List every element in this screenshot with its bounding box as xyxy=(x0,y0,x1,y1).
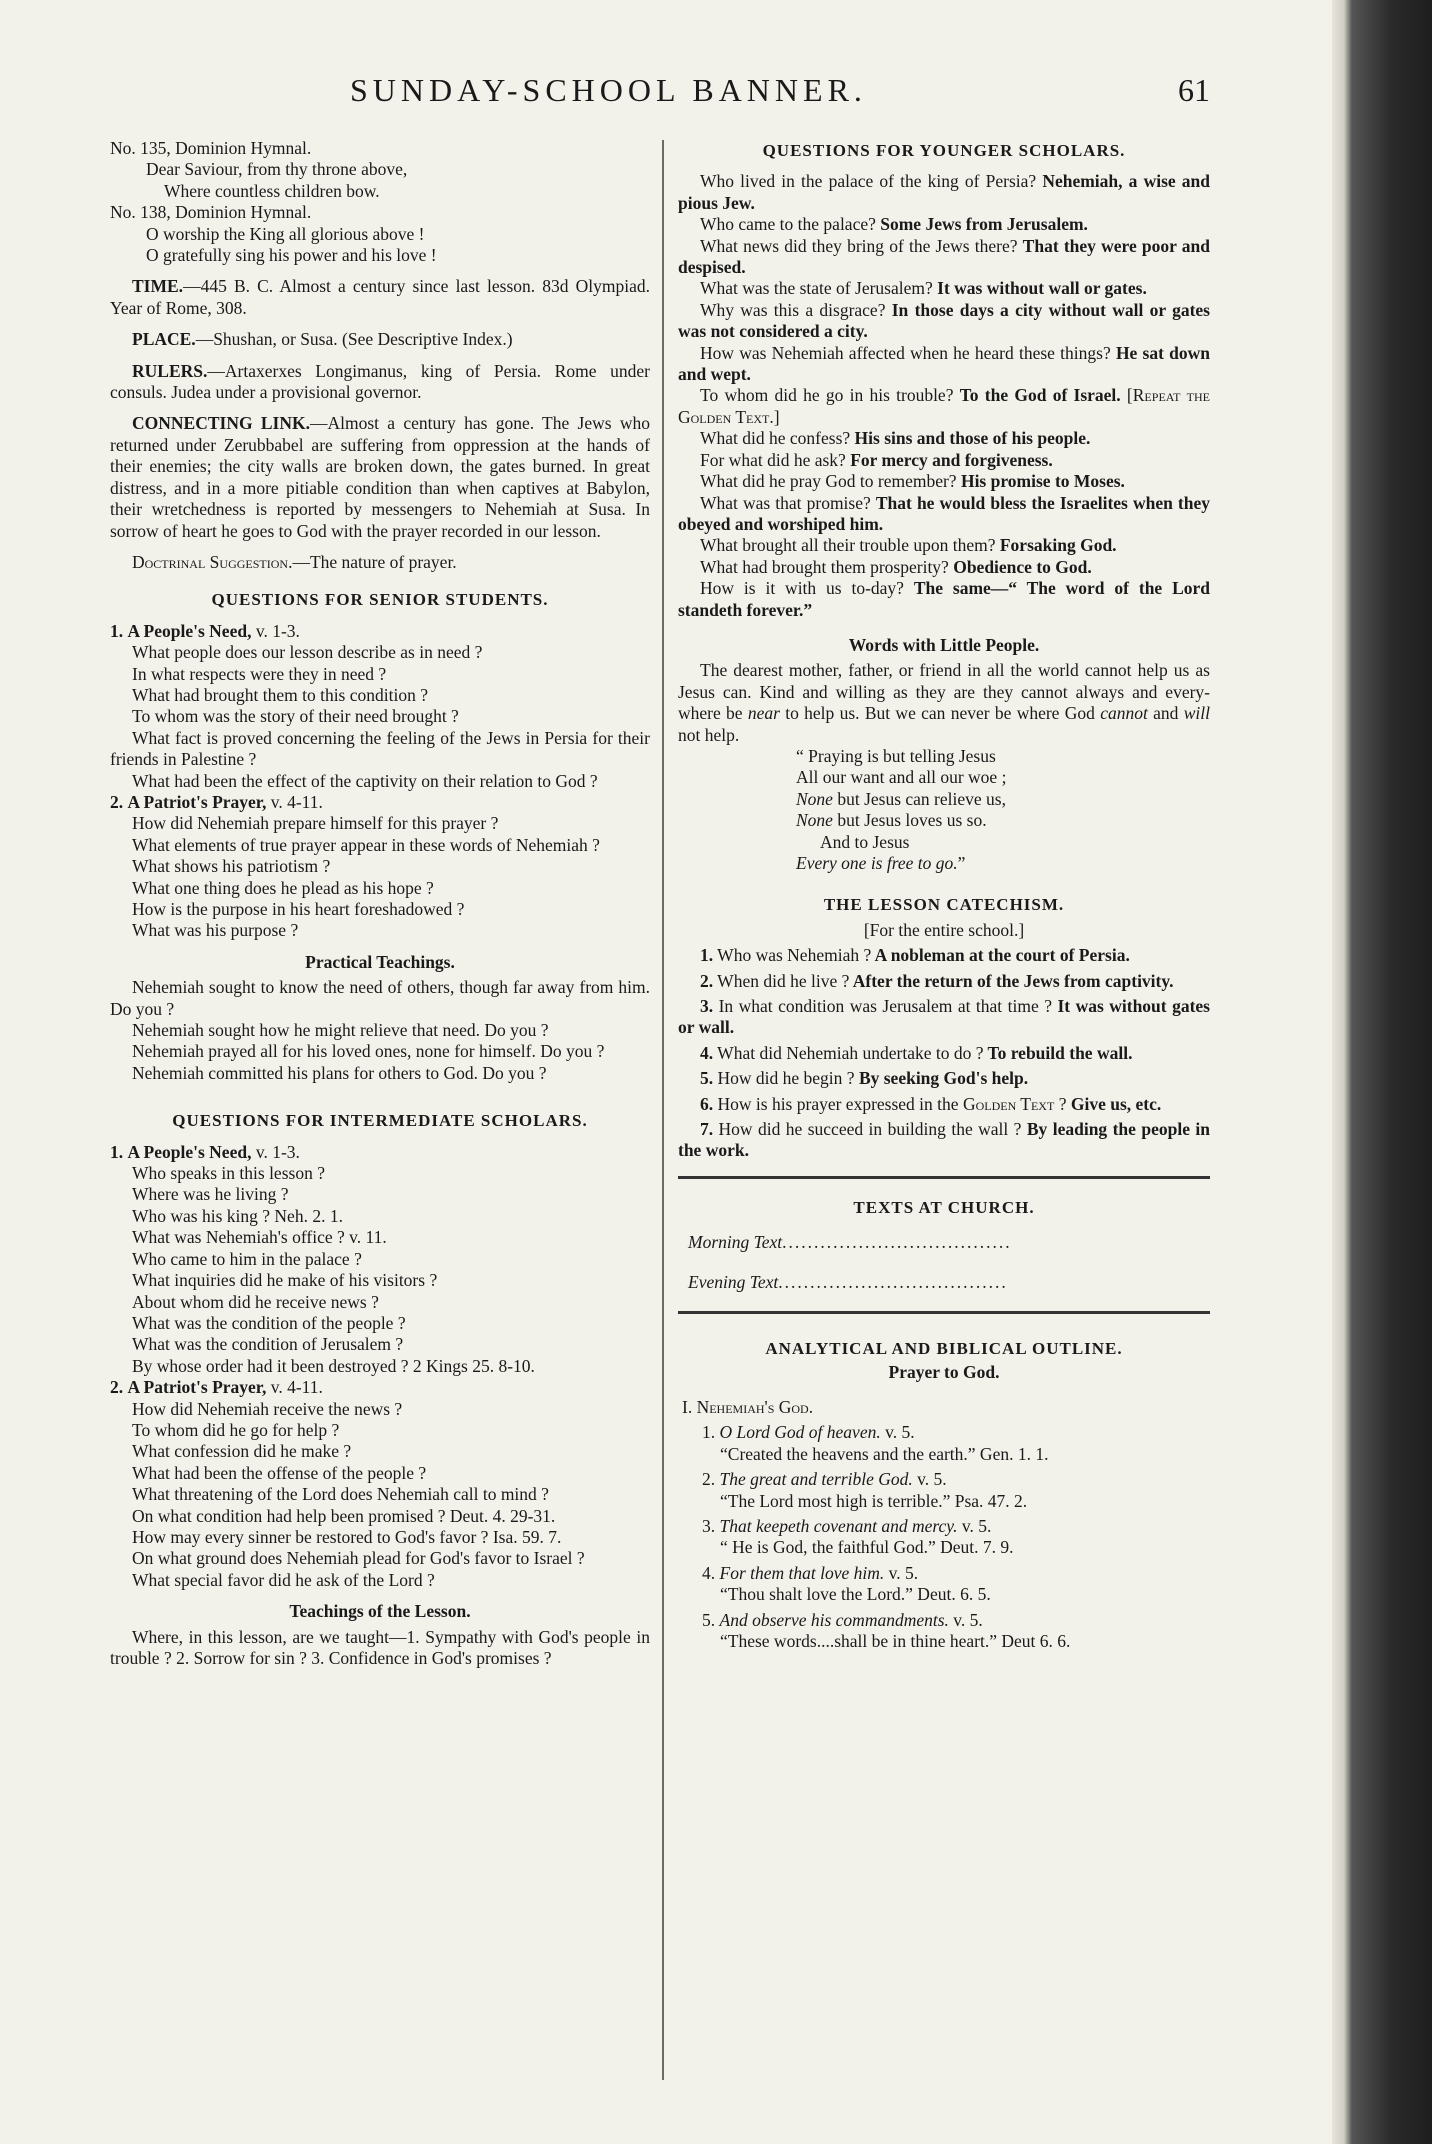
poem-line: Every one is free to go.” xyxy=(796,853,966,873)
practical-line: Nehemiah prayed all for his loved ones, none for himself. Do you ? xyxy=(132,1041,605,1062)
qa-item: What was the state of Jerusalem? It was without wall or gates. xyxy=(700,278,1147,299)
question-line: What inquiries did he make of his visitors ? xyxy=(132,1270,438,1291)
place-paragraph xyxy=(110,329,650,350)
section-rule xyxy=(678,1311,1210,1314)
rulers-text: —Artaxerxes Longimanus, king of Persia. Rome under consuls. Judea under a provisional governor. xyxy=(110,360,650,403)
question-line: How is the purpose in his heart foreshadowed ? xyxy=(132,899,465,919)
catechism-list xyxy=(678,945,1210,1162)
practical-line: Nehemiah sought to know the need of others, though far away from him. Do you ? xyxy=(110,977,650,1019)
qa-item: What had brought them prosperity? Obedience to God. xyxy=(700,556,1092,577)
outline-quote: “Thou shalt love the Lord.” Deut. 6. 5. xyxy=(720,1584,991,1605)
qa-item: To whom did he go in his trouble? To the God of Israel. [Repeat the Golden Text.] xyxy=(678,385,1211,427)
question-line: What had brought them to this condition ? xyxy=(132,684,428,705)
section-rule xyxy=(678,1176,1210,1179)
intermediate-heading: QUESTIONS FOR INTERMEDIATE SCHOLARS. xyxy=(172,1111,588,1131)
question-line: On what condition had help been promised ? Deut. 4. 29-31. xyxy=(132,1505,556,1526)
qa-item: Who came to the palace? Some Jews from Jerusalem. xyxy=(700,214,1088,235)
connecting-link-paragraph xyxy=(110,413,650,541)
rulers-label: RULERS. xyxy=(132,360,208,381)
rulers-paragraph xyxy=(110,361,650,404)
question-line: What shows his patriotism ? xyxy=(132,856,331,877)
poem-line: None but Jesus loves us so. xyxy=(796,810,987,831)
question-line: In what respects were they in need ? xyxy=(132,663,387,684)
younger-heading: QUESTIONS FOR YOUNGER SCHOLARS. xyxy=(762,141,1126,160)
section-number: 2. xyxy=(110,791,124,812)
question-line: About whom did he receive news ? xyxy=(132,1291,379,1312)
time-text: —445 B. C. Almost a century since last lesson. 83d Olympiad. Year of Rome, 308. xyxy=(110,276,650,318)
section-title: A Patriot's Prayer, xyxy=(127,1377,267,1398)
outline-item: 5. And observe his commandments. v. 5. xyxy=(702,1609,983,1630)
book-spine-edge xyxy=(1332,0,1432,2144)
question-line: Who speaks in this lesson ? xyxy=(132,1163,325,1184)
catechism-item: 4. What did Nehemiah undertake to do ? To rebuild the wall. xyxy=(700,1042,1133,1063)
evening-text-line: Evening Text.................................... xyxy=(688,1271,1008,1292)
question-line: How may every sinner be restored to God's favor ? Isa. 59. 7. xyxy=(132,1526,562,1547)
poem-line: And to Jesus xyxy=(820,831,910,852)
outline-item: 3. That keepeth covenant and mercy. v. 5. xyxy=(702,1515,992,1536)
question-line: To whom was the story of their need brought ? xyxy=(132,706,459,727)
intermediate-section-1-title xyxy=(110,1142,650,1163)
practical-line: Nehemiah committed his plans for others to God. Do you ? xyxy=(132,1062,547,1083)
doctrinal-suggestion xyxy=(110,552,650,573)
question-line: On what ground does Nehemiah plead for God's favor to Israel ? xyxy=(132,1548,585,1569)
practical-teachings-heading: Practical Teachings. xyxy=(305,951,455,972)
qa-item: How is it with us to-day? The same—“ The word of the Lord standeth forever.” xyxy=(678,578,1211,620)
catechism-item: 5. How did he begin ? By seeking God's help. xyxy=(700,1068,1029,1089)
intermediate-section-2-title xyxy=(110,1377,650,1398)
little-people-paragraph: The dearest mother, father, or friend in all the world cannot help us as Jesus can. Kind and willing as they are they cannot always and every-where be near to help us. But we can never be where God cannot and will not help. xyxy=(678,660,1210,745)
poem-line: None but Jesus can relieve us, xyxy=(796,788,1006,809)
outline-quote: “ He is God, the faithful God.” Deut. 7. 9. xyxy=(720,1537,1014,1558)
place-text: —Shushan, or Susa. (See Descriptive Index.) xyxy=(195,329,513,350)
question-line: Who was his king ? Neh. 2. 1. xyxy=(132,1205,343,1226)
question-line: What was the condition of Jerusalem ? xyxy=(132,1334,404,1355)
column-divider xyxy=(662,140,664,2080)
hymn-block xyxy=(110,138,650,266)
hymn-line: O worship the King all glorious above ! xyxy=(146,223,425,244)
question-line: What one thing does he plead as his hope ? xyxy=(132,877,434,898)
morning-text-line: Morning Text.................................... xyxy=(688,1232,1012,1253)
section-ref: v. 1-3. xyxy=(251,1141,300,1162)
outline-quote: “These words....shall be in thine heart.” Deut 6. 6. xyxy=(720,1630,1071,1651)
question-line: What had been the offense of the people ? xyxy=(132,1462,427,1483)
question-line: By whose order had it been destroyed ? 2 Kings 25. 8-10. xyxy=(132,1355,535,1376)
texts-heading: TEXTS AT CHURCH. xyxy=(853,1197,1035,1217)
outline-item: 1. O Lord God of heaven. v. 5. xyxy=(702,1422,915,1443)
question-line: Where was he living ? xyxy=(132,1184,289,1205)
right-column xyxy=(678,138,1210,1652)
section-title: A People's Need, xyxy=(127,620,252,641)
outline-item: 4. For them that love him. v. 5. xyxy=(702,1562,919,1583)
doctrinal-label: Doctrinal Suggestion. xyxy=(132,551,293,572)
outline-quote: “The Lord most high is terrible.” Psa. 47. 2. xyxy=(720,1490,1028,1511)
catechism-note: [For the entire school.] xyxy=(863,919,1025,940)
place-label: PLACE. xyxy=(132,329,196,350)
hymn-ref: No. 135, Dominion Hymnal. xyxy=(110,138,312,158)
section-number: 2. xyxy=(110,1377,124,1398)
left-column xyxy=(110,138,650,1669)
senior-heading: QUESTIONS FOR SENIOR STUDENTS. xyxy=(211,590,549,610)
qa-item: For what did he ask? For mercy and forgiveness. xyxy=(700,449,1053,470)
question-line: What confession did he make ? xyxy=(132,1441,352,1462)
outline-subheading: Prayer to God. xyxy=(888,1361,1000,1382)
question-line: To whom did he go for help ? xyxy=(132,1419,340,1440)
section-number: 1. xyxy=(110,1141,124,1162)
practical-line: Nehemiah sought how he might relieve that need. Do you ? xyxy=(132,1020,549,1041)
hymn-line: Where countless children bow. xyxy=(164,180,380,201)
catechism-item: 6. How is his prayer expressed in the Golden Text ? Give us, etc. xyxy=(700,1093,1162,1114)
qa-item: What did he pray God to remember? His promise to Moses. xyxy=(700,471,1125,492)
outline-item: 2. The great and terrible God. v. 5. xyxy=(702,1469,947,1490)
question-line: What elements of true prayer appear in these words of Nehemiah ? xyxy=(132,834,600,855)
connecting-link-text: —Almost a century has gone. The Jews who returned under Zerubbabel are suffering from oppression at the hands of their enemies; the city walls are broken down, the gates burned. In great distress, and in a more pitiable condition than when captives at Babylon, their wretchedness is reported by messengers to Nehemiah at Susa. In sorrow of heart he goes to God with the prayer recorded in our lesson. xyxy=(110,413,650,541)
catechism-item: 7. How did he succeed in building the wall ? By leading the people in the work. xyxy=(678,1119,1210,1161)
teachings-heading: Teachings of the Lesson. xyxy=(289,1601,471,1622)
question-line: Who came to him in the palace ? xyxy=(132,1248,362,1269)
time-paragraph xyxy=(110,276,650,319)
question-line: What had been the effect of the captivity on their relation to God ? xyxy=(132,770,598,791)
senior-section-2-title xyxy=(110,792,650,813)
qa-item: What did he confess? His sins and those of his people. xyxy=(700,428,1091,449)
section-number: 1. xyxy=(110,620,124,641)
section-title: A Patriot's Prayer, xyxy=(127,791,267,812)
outline-heading: ANALYTICAL AND BIBLICAL OUTLINE. xyxy=(765,1339,1123,1359)
teachings-paragraph: Where, in this lesson, are we taught—1. Sympathy with God's people in trouble ? 2. Sorrow for sin ? 3. Confidence in God's promises ? xyxy=(110,1626,650,1668)
qa-item: What was that promise? That he would bless the Israelites when they obeyed and worshiped him. xyxy=(678,492,1210,534)
question-line: What threatening of the Lord does Nehemiah call to mind ? xyxy=(132,1484,549,1505)
hymn-line: O gratefully sing his power and his love ! xyxy=(146,245,437,266)
hymn-ref: No. 138, Dominion Hymnal. xyxy=(110,202,312,223)
qa-item: Why was this a disgrace? In those days a city without wall or gates was not considered a city. xyxy=(678,299,1210,342)
catechism-heading: THE LESSON CATECHISM. xyxy=(823,895,1065,915)
question-line: How did Nehemiah receive the news ? xyxy=(132,1398,403,1419)
poem-line: All our want and all our woe ; xyxy=(796,767,1007,788)
little-people-poem xyxy=(678,746,1210,874)
section-title: A People's Need, xyxy=(127,1141,252,1162)
time-label: TIME. xyxy=(132,276,184,297)
section-ref: v. 1-3. xyxy=(251,620,300,641)
question-line: What people does our lesson describe as in need ? xyxy=(132,642,483,663)
outline-section: I. Nehemiah's God. xyxy=(682,1396,814,1417)
section-ref: v. 4-11. xyxy=(266,1377,323,1398)
little-people-heading: Words with Little People. xyxy=(848,634,1040,655)
question-line: How did Nehemiah prepare himself for this prayer ? xyxy=(132,813,499,834)
question-line: What was the condition of the people ? xyxy=(132,1312,406,1333)
younger-qa-list xyxy=(678,171,1210,621)
doctrinal-text: —The nature of prayer. xyxy=(292,551,457,572)
qa-item: What news did they bring of the Jews there? That they were poor and despised. xyxy=(678,235,1210,278)
qa-item: How was Nehemiah affected when he heard these things? He sat down and wept. xyxy=(678,342,1210,385)
poem-line: “ Praying is but telling Jesus xyxy=(796,745,996,766)
question-line: What was his purpose ? xyxy=(132,920,299,941)
hymn-line: Dear Saviour, from thy throne above, xyxy=(146,159,408,180)
qa-item: Who lived in the palace of the king of Persia? Nehemiah, a wise and pious Jew. xyxy=(678,171,1211,213)
outline-quote: “Created the heavens and the earth.” Gen. 1. 1. xyxy=(720,1443,1049,1464)
section-ref: v. 4-11. xyxy=(266,791,323,812)
catechism-item: 1. Who was Nehemiah ? A nobleman at the court of Persia. xyxy=(700,945,1130,966)
running-header xyxy=(110,72,1210,116)
question-line: What was Nehemiah's office ? v. 11. xyxy=(132,1227,387,1248)
catechism-item: 2. When did he live ? After the return of the Jews from captivity. xyxy=(700,970,1174,991)
outline-list xyxy=(678,1422,1210,1652)
qa-item: What brought all their trouble upon them? Forsaking God. xyxy=(700,535,1117,556)
periodical-title: SUNDAY-SCHOOL BANNER. xyxy=(350,72,867,108)
connecting-link-label: CONNECTING LINK. xyxy=(132,413,310,434)
catechism-item: 3. In what condition was Jerusalem at that time ? It was without gates or wall. xyxy=(678,996,1210,1038)
question-line: What fact is proved concerning the feeling of the Jews in Persia for their friends in Palestine ? xyxy=(110,727,650,770)
question-line: What special favor did he ask of the Lord ? xyxy=(132,1569,435,1590)
page-number: 61 xyxy=(1178,72,1210,108)
senior-section-1-title xyxy=(110,621,650,642)
